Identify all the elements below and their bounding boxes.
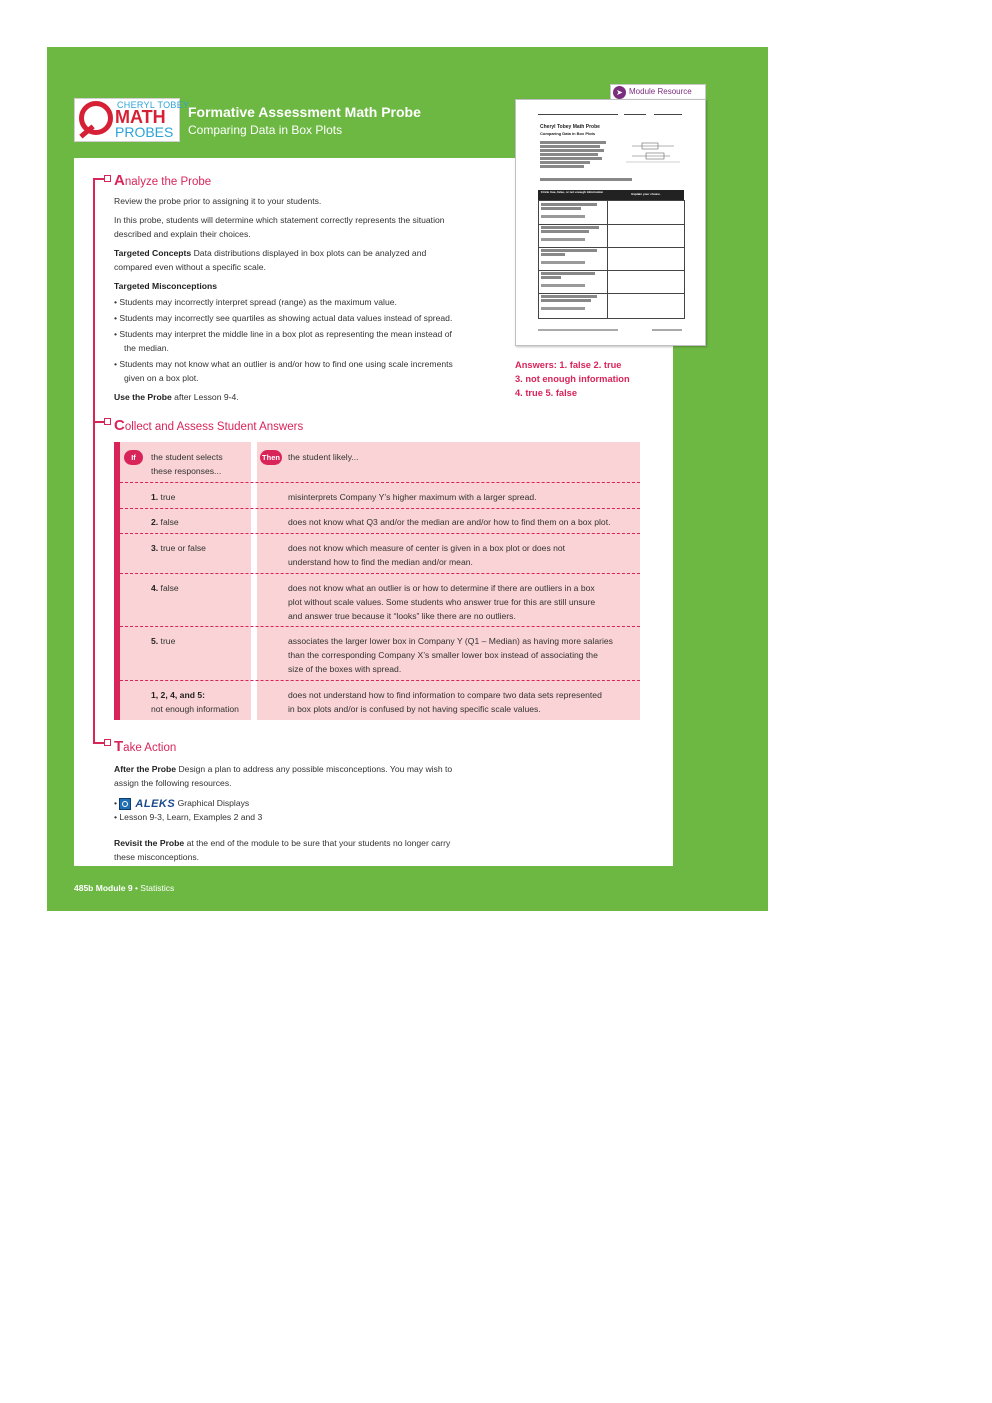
page-title: Formative Assessment Math Probe bbox=[188, 104, 421, 120]
page-footer: 485b Module 9 • Statistics bbox=[74, 883, 175, 893]
analyze-heading: Analyze the Probe bbox=[114, 172, 212, 189]
targeted-concepts: Targeted Concepts Data distributions displayed in box plots can be analyzed and bbox=[114, 248, 427, 258]
table-accent-strip bbox=[114, 442, 120, 720]
math-probes-logo bbox=[74, 98, 190, 142]
table-row-response: 1, 2, 4, and 5: not enough information bbox=[151, 690, 239, 714]
thumbnail-col2: Explain your choice. bbox=[631, 192, 661, 196]
module-resource-label: Module Resource bbox=[629, 87, 692, 96]
misconception-3: • Students may interpret the middle line in a box plot as representing the mean instead of bbox=[114, 329, 452, 339]
table-row-explanation: does not understand how to find information to compare two data sets represented in box plots and/or is confused by not having specific scale values. bbox=[288, 690, 602, 714]
thumbnail-box-plots bbox=[612, 140, 682, 164]
probe-worksheet-thumbnail[interactable] bbox=[515, 99, 706, 346]
if-header: the student selects these responses... bbox=[151, 452, 223, 476]
logo-author: CHERYL TOBEY bbox=[117, 100, 190, 110]
misconception-4-cont: given on a box plot. bbox=[124, 373, 199, 383]
section-bracket bbox=[93, 178, 95, 742]
table-row-explanation: associates the larger lower box in Company Y (Q1 – Median) as having more salaries than the corresponding Company X’s smaller lower box instead of associating the size of the boxes with spread. bbox=[288, 636, 613, 674]
revisit-the-probe: Revisit the Probe at the end of the module to be sure that your students no longer carry bbox=[114, 838, 451, 848]
collect-heading: Collect and Assess Student Answers bbox=[114, 417, 304, 434]
analyze-desc-line2: described and explain their choices. bbox=[114, 229, 251, 239]
if-column bbox=[114, 442, 251, 720]
misconception-2: • Students may incorrectly see quartiles as showing actual data values instead of spread. bbox=[114, 313, 453, 323]
section-marker bbox=[104, 175, 111, 182]
revisit-the-probe-cont: these misconceptions. bbox=[114, 852, 200, 862]
logo-math: MATH bbox=[115, 107, 166, 127]
then-badge: Then bbox=[260, 450, 282, 465]
then-header: the student likely... bbox=[288, 452, 359, 462]
misconception-4: • Students may not know what an outlier is and/or how to find one using scale increments bbox=[114, 359, 453, 369]
table-row-response: 5. true bbox=[151, 636, 176, 646]
answer-key: Answers: 1. false 2. true 3. not enough information 4. true 5. false bbox=[515, 360, 630, 398]
cursor-icon: ➤ bbox=[613, 86, 626, 99]
misconception-3-cont: the median. bbox=[124, 343, 169, 353]
table-row-explanation: does not know what an outlier is or how to determine if there are outliers in a box plot without scale values. Some students who answer true for this are still unsure and answer true because it “looks” like there are no outliers. bbox=[288, 583, 596, 621]
thumbnail-title: Cheryl Tobey Math Probe bbox=[540, 124, 600, 130]
table-row-explanation: misinterprets Company Y’s higher maximum with a larger spread. bbox=[288, 492, 537, 502]
misconception-1: • Students may incorrectly interpret spread (range) as the maximum value. bbox=[114, 297, 397, 307]
aleks-logo: ALEKS bbox=[135, 797, 176, 810]
table-row-explanation: does not know which measure of center is given in a box plot or does not understand how to find the median and/or mean. bbox=[288, 543, 566, 567]
targeted-misconceptions-label: Targeted Misconceptions bbox=[114, 281, 217, 291]
analyze-intro: Review the probe prior to assigning it to your students. bbox=[114, 196, 322, 206]
targeted-concepts-cont: compared even without a specific scale. bbox=[114, 262, 266, 272]
table-row-response: 4. false bbox=[151, 583, 179, 593]
if-badge: If bbox=[124, 450, 143, 465]
table-row-explanation: does not know what Q3 and/or the median are and/or how to find them on a box plot. bbox=[288, 517, 611, 527]
analyze-desc-line1: In this probe, students will determine which statement correctly represents the situation bbox=[114, 215, 445, 225]
table-row-response: 3. true or false bbox=[151, 543, 206, 553]
thumbnail-intro bbox=[540, 140, 608, 169]
section-marker bbox=[104, 418, 111, 425]
thumbnail-table bbox=[538, 200, 685, 319]
page-subtitle: Comparing Data in Box Plots bbox=[188, 123, 343, 137]
use-the-probe: Use the Probe after Lesson 9-4. bbox=[114, 392, 239, 402]
thumbnail-col1: Circle true, false, or not enough information bbox=[540, 190, 604, 194]
take-action-heading: Take Action bbox=[114, 738, 177, 755]
thumbnail-subtitle: Comparing Data in Box Plots bbox=[540, 131, 596, 136]
section-marker bbox=[104, 739, 111, 746]
lesson-resource: • Lesson 9-3, Learn, Examples 2 and 3 bbox=[114, 812, 263, 822]
after-the-probe: After the Probe Design a plan to address any possible misconceptions. You may wish to bbox=[114, 764, 453, 774]
after-the-probe-cont: assign the following resources. bbox=[114, 778, 232, 788]
aleks-resource[interactable]: • ALEKS Graphical Displays bbox=[114, 797, 250, 810]
logo-probes: PROBES bbox=[115, 124, 174, 140]
table-row-response: 2. false bbox=[151, 517, 179, 527]
aleks-icon bbox=[119, 798, 131, 810]
table-row-response: 1. true bbox=[151, 492, 176, 502]
